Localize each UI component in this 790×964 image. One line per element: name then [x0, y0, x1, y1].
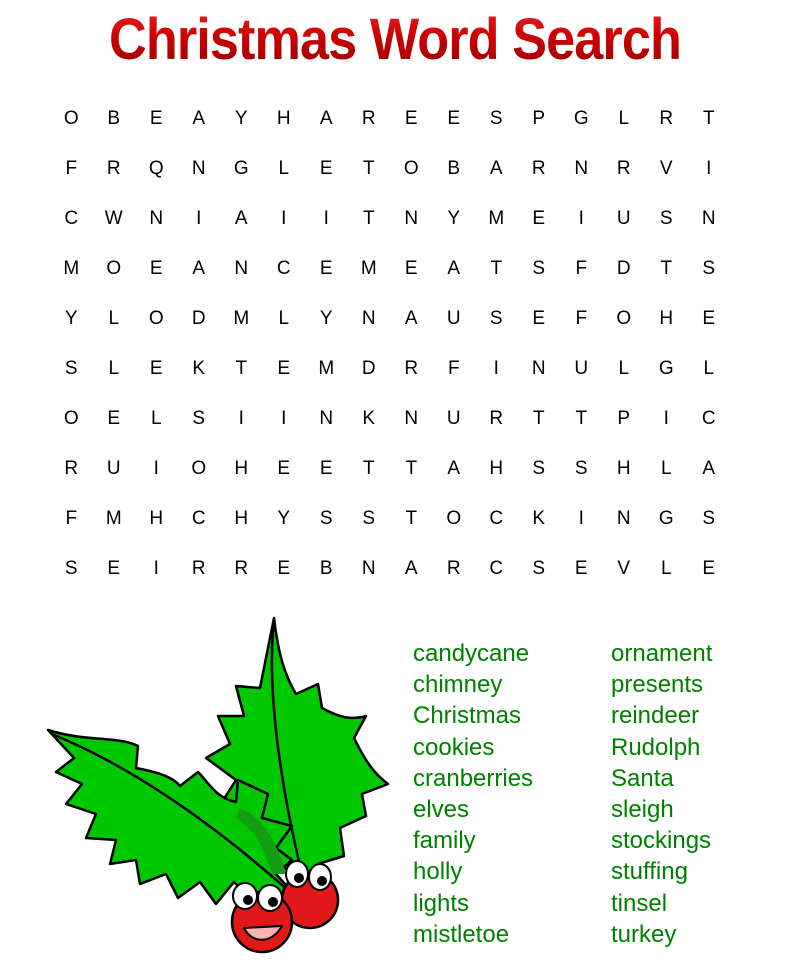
grid-letter: G — [658, 508, 674, 529]
grid-letter: O — [63, 108, 79, 129]
grid-letter: M — [318, 358, 335, 379]
grid-letter: L — [278, 158, 290, 179]
grid-letter: T — [532, 408, 545, 429]
grid-letter: R — [64, 458, 79, 479]
grid-letter: R — [616, 158, 631, 179]
grid-letter: I — [281, 408, 287, 429]
grid-letter: E — [277, 458, 291, 479]
grid-letter: T — [405, 458, 418, 479]
grid-letter: G — [658, 358, 674, 379]
grid-letter: E — [149, 358, 163, 379]
grid-letter: S — [574, 458, 588, 479]
word-list-item: reindeer — [611, 702, 700, 730]
grid-letter: N — [616, 508, 631, 529]
grid-letter: T — [490, 258, 503, 279]
grid-letter: S — [532, 558, 546, 579]
grid-letter: A — [447, 258, 461, 279]
grid-letter: S — [362, 508, 376, 529]
grid-letter: D — [191, 308, 206, 329]
grid-letter: M — [360, 258, 377, 279]
grid-letter: M — [105, 508, 122, 529]
grid-letter: L — [108, 358, 120, 379]
grid-letter: L — [660, 558, 672, 579]
word-list-item: mistletoe — [413, 920, 510, 948]
grid-letter: Y — [447, 208, 461, 229]
grid-letter: T — [362, 158, 375, 179]
grid-letter: L — [108, 308, 120, 329]
grid-letter: I — [493, 358, 499, 379]
grid-letter: A — [404, 558, 418, 579]
grid-letter: C — [489, 558, 504, 579]
grid-letter: H — [149, 508, 164, 529]
grid-letter: E — [277, 558, 291, 579]
grid-letter: E — [702, 558, 716, 579]
word-list-item: candycane — [413, 640, 530, 667]
grid-letter: Y — [234, 108, 248, 129]
word-list-item: family — [413, 827, 476, 855]
grid-letter: A — [192, 108, 206, 129]
word-list-item: ornament — [611, 640, 713, 667]
grid-letter: S — [192, 408, 206, 429]
grid-letter: S — [532, 258, 546, 279]
grid-letter: R — [404, 358, 419, 379]
grid-letter: O — [148, 308, 164, 329]
grid-letter: H — [276, 108, 291, 129]
word-list-item: stuffing — [611, 858, 688, 886]
word-list-column-1 — [413, 638, 533, 950]
grid-letter: R — [361, 108, 376, 129]
grid-letter: S — [532, 458, 546, 479]
grid-letter: L — [150, 408, 162, 429]
grid-letter: Y — [64, 308, 78, 329]
grid-letter: E — [319, 158, 333, 179]
grid-letter: E — [149, 258, 163, 279]
grid-letter: U — [574, 358, 589, 379]
grid-letter: R — [234, 558, 249, 579]
grid-letter: N — [361, 308, 376, 329]
word-list-item: sleigh — [611, 796, 674, 824]
grid-letter: W — [104, 208, 123, 229]
grid-letter: I — [281, 208, 287, 229]
grid-letter: R — [106, 158, 121, 179]
grid-letter: E — [447, 108, 461, 129]
word-list-item: Rudolph — [611, 733, 701, 761]
grid-letter: A — [192, 258, 206, 279]
grid-letter: G — [233, 158, 249, 179]
grid-letter: Q — [148, 158, 164, 179]
grid-letter: I — [153, 558, 159, 579]
grid-letter: R — [489, 408, 504, 429]
grid-letter: S — [702, 258, 716, 279]
grid-letter: F — [575, 308, 588, 329]
grid-letter: S — [319, 508, 333, 529]
grid-letter: C — [64, 208, 79, 229]
grid-letter: T — [362, 208, 375, 229]
grid-letter: E — [532, 208, 546, 229]
grid-letter: N — [191, 158, 206, 179]
grid-letter: I — [153, 458, 159, 479]
grid-letter: N — [361, 558, 376, 579]
grid-letter: D — [361, 358, 376, 379]
word-list-item: Santa — [611, 764, 674, 792]
word-list-item: chimney — [413, 671, 503, 699]
grid-letter: I — [663, 408, 669, 429]
grid-letter: N — [574, 158, 589, 179]
grid-letter: T — [660, 258, 673, 279]
grid-letter: C — [701, 408, 716, 429]
grid-letter: E — [149, 108, 163, 129]
grid-letter: B — [447, 158, 461, 179]
grid-letter: E — [404, 108, 418, 129]
grid-letter: H — [234, 458, 249, 479]
grid-letter: O — [446, 508, 462, 529]
grid-letter: I — [578, 208, 584, 229]
grid-letter: I — [323, 208, 329, 229]
letter-grid — [50, 94, 730, 594]
grid-letter: F — [447, 358, 460, 379]
grid-letter: O — [403, 158, 419, 179]
grid-letter: M — [488, 208, 505, 229]
word-list-item: holly — [413, 858, 463, 886]
grid-letter: V — [617, 558, 631, 579]
grid-letter: E — [107, 558, 121, 579]
grid-letter: D — [616, 258, 631, 279]
grid-letter: V — [659, 158, 673, 179]
grid-letter: A — [447, 458, 461, 479]
grid-letter: N — [319, 408, 334, 429]
holly-icon — [40, 612, 390, 957]
word-list-item: cranberries — [413, 764, 534, 792]
word-list-item: cookies — [413, 733, 495, 761]
grid-letter: T — [405, 508, 418, 529]
grid-letter: S — [64, 358, 78, 379]
grid-letter: U — [446, 308, 461, 329]
grid-letter: N — [404, 408, 419, 429]
word-list-item: presents — [611, 671, 704, 699]
grid-letter: M — [63, 258, 80, 279]
grid-letter: E — [702, 308, 716, 329]
grid-letter: T — [575, 408, 588, 429]
page-title: Christmas Word Search — [40, 0, 751, 80]
grid-letter: S — [702, 508, 716, 529]
grid-letter: O — [106, 258, 122, 279]
grid-letter: H — [489, 458, 504, 479]
grid-letter: S — [489, 308, 503, 329]
grid-letter: N — [149, 208, 164, 229]
grid-letter: U — [616, 208, 631, 229]
grid-letter: N — [531, 358, 546, 379]
grid-letter: C — [191, 508, 206, 529]
grid-letter: N — [404, 208, 419, 229]
grid-letter: S — [64, 558, 78, 579]
grid-letter: I — [706, 158, 712, 179]
grid-letter: U — [106, 458, 121, 479]
grid-letter: E — [404, 258, 418, 279]
grid-letter: L — [703, 358, 715, 379]
grid-letter: A — [404, 308, 418, 329]
grid-letter: R — [446, 558, 461, 579]
grid-letter: N — [234, 258, 249, 279]
word-list-item: turkey — [611, 920, 677, 948]
grid-letter: K — [362, 408, 376, 429]
grid-letter: L — [278, 308, 290, 329]
grid-letter: T — [362, 458, 375, 479]
grid-letter: E — [277, 358, 291, 379]
grid-letter: T — [702, 108, 715, 129]
grid-letter: L — [618, 108, 630, 129]
grid-letter: M — [233, 308, 250, 329]
word-list-item: lights — [413, 889, 470, 917]
grid-letter: L — [618, 358, 630, 379]
grid-letter: Y — [277, 508, 291, 529]
grid-letter: H — [659, 308, 674, 329]
grid-letter: O — [616, 308, 632, 329]
grid-letter: E — [532, 308, 546, 329]
grid-letter: C — [489, 508, 504, 529]
grid-letter: E — [319, 258, 333, 279]
grid-letter: Y — [319, 308, 333, 329]
grid-letter: O — [63, 408, 79, 429]
grid-letter: P — [532, 108, 546, 129]
grid-letter: U — [446, 408, 461, 429]
grid-letter: R — [191, 558, 206, 579]
grid-letter: K — [532, 508, 546, 529]
grid-letter: P — [617, 408, 631, 429]
grid-letter: S — [659, 208, 673, 229]
grid-letter: T — [235, 358, 248, 379]
grid-letter: L — [660, 458, 672, 479]
grid-letter: E — [107, 408, 121, 429]
word-list-column-2 — [611, 638, 712, 950]
grid-letter: K — [192, 358, 206, 379]
grid-letter: I — [578, 508, 584, 529]
grid-letter: N — [701, 208, 716, 229]
grid-letter: F — [65, 158, 78, 179]
grid-letter: F — [65, 508, 78, 529]
grid-letter: A — [319, 108, 333, 129]
word-list-item: stockings — [611, 827, 712, 855]
grid-letter: I — [196, 208, 202, 229]
grid-letter: G — [573, 108, 589, 129]
word-list-item: Christmas — [413, 702, 522, 730]
grid-letter: B — [107, 108, 121, 129]
grid-letter: H — [234, 508, 249, 529]
grid-letter: I — [238, 408, 244, 429]
grid-letter: O — [191, 458, 207, 479]
grid-letter: B — [319, 558, 333, 579]
grid-letter: C — [276, 258, 291, 279]
grid-letter: A — [234, 208, 248, 229]
grid-letter: H — [616, 458, 631, 479]
grid-letter: E — [319, 458, 333, 479]
grid-letter: E — [574, 558, 588, 579]
word-list-item: elves — [413, 796, 470, 824]
grid-letter: R — [531, 158, 546, 179]
grid-letter: S — [489, 108, 503, 129]
grid-letter: R — [659, 108, 674, 129]
grid-letter: F — [575, 258, 588, 279]
grid-letter: A — [489, 158, 503, 179]
grid-letter: A — [702, 458, 716, 479]
word-list-item: tinsel — [611, 889, 668, 917]
